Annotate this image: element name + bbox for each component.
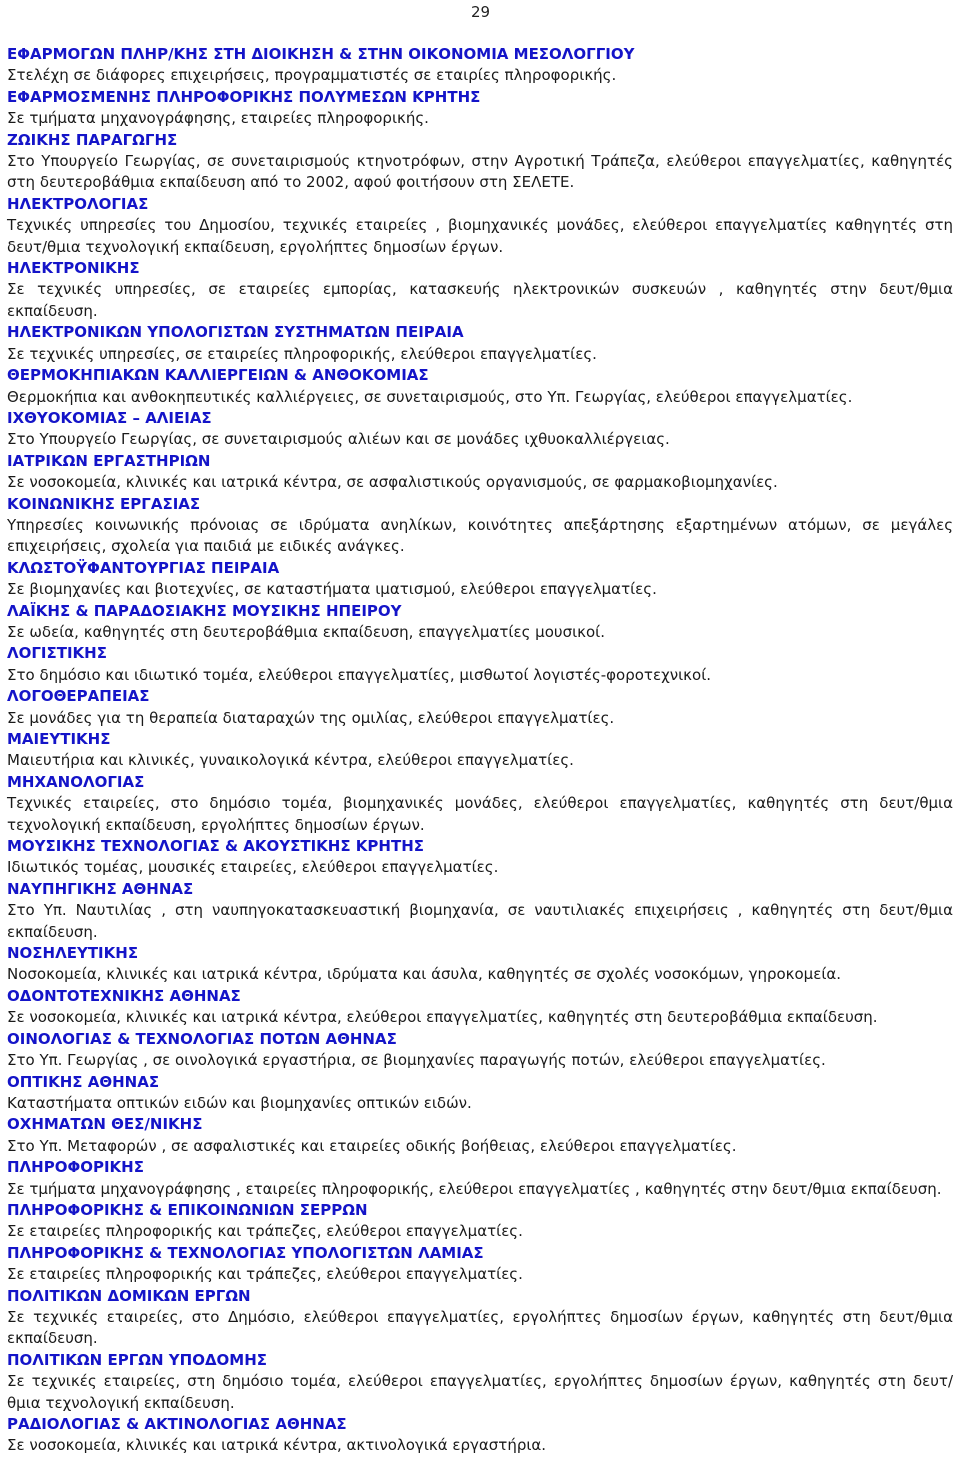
school-entry bbox=[7, 1072, 953, 1115]
school-entry bbox=[7, 643, 953, 686]
school-entry bbox=[7, 943, 953, 986]
school-entry bbox=[7, 1243, 953, 1286]
career-description: Στο Υπουργείο Γεωργίας, σε συνεταιρισμούς αλιέων και σε μονάδες ιχθυοκαλλιέργειας. bbox=[7, 430, 670, 449]
career-description: Σε τμήματα μηχανογράφησης, εταιρείες πληροφορικής. bbox=[7, 109, 429, 128]
career-description: Σε ωδεία, καθηγητές στη δευτεροβάθμια εκπαίδευση, επαγγελματίες μουσικοί. bbox=[7, 622, 606, 641]
school-entry bbox=[7, 1029, 953, 1072]
school-title: ΠΟΛΙΤΙΚΩΝ ΕΡΓΩΝ ΥΠΟΔΟΜΗΣ bbox=[7, 1350, 268, 1369]
school-title: ΘΕΡΜΟΚΗΠΙΑΚΩΝ ΚΑΛΛΙΕΡΓΕΙΩΝ & ΑΝΘΟΚΟΜΙΑΣ bbox=[7, 366, 429, 385]
career-description: Σε εταιρείες πληροφορικής και τράπεζες, ελεύθεροι επαγγελματίες. bbox=[7, 1222, 523, 1241]
school-title: ΜΟΥΣΙΚΗΣ ΤΕΧΝΟΛΟΓΙΑΣ & ΑΚΟΥΣΤΙΚΗΣ ΚΡΗΤΗΣ bbox=[7, 837, 424, 856]
school-title: ΕΦΑΡΜΟΓΩΝ ΠΛΗΡ/ΚΗΣ ΣΤΗ ΔΙΟΙΚΗΣΗ & ΣΤΗΝ ΟΙΚΟΝΟΜΙΑ ΜΕΣΟΛΟΓΓΙΟΥ bbox=[7, 45, 635, 63]
school-entry bbox=[7, 1157, 953, 1200]
school-title: ΝΟΣΗΛΕΥΤΙΚΗΣ bbox=[7, 944, 139, 963]
career-description: Σε εταιρείες πληροφορικής και τράπεζες, ελεύθεροι επαγγελματίες. bbox=[7, 1265, 523, 1284]
school-title: ΟΧΗΜΑΤΩΝ ΘΕΣ/ΝΙΚΗΣ bbox=[7, 1115, 203, 1134]
career-description: Θερμοκήπια και ανθοκηπευτικές καλλιέργειες, σε συνεταιρισμούς, στο Υπ. Γεωργίας, ελεύθεροι επαγγελματίες. bbox=[7, 387, 853, 406]
school-entry bbox=[7, 194, 953, 258]
career-description: Σε νοσοκομεία, κλινικές και ιατρικά κέντρα, ελεύθεροι επαγγελματίες, καθηγητές στη δευτεροβάθμια εκπαίδευση. bbox=[7, 1008, 878, 1027]
career-description: Στο δημόσιο και ιδιωτικό τομέα, ελεύθεροι επαγγελματίες, μισθωτοί λογιστές-φοροτεχνικοί. bbox=[7, 665, 712, 684]
career-description: Υπηρεσίες κοινωνικής πρόνοιας σε ιδρύματα ανηλίκων, κοινότητες απεξάρτησης εξαρτημένων ατόμων, σε μεγάλες επιχειρήσεις, σχολεία για παιδιά με ειδικές ανάγκες. bbox=[7, 515, 953, 556]
school-title: ΛΑΪΚΗΣ & ΠΑΡΑΔΟΣΙΑΚΗΣ ΜΟΥΣΙΚΗΣ ΗΠΕΙΡΟΥ bbox=[7, 601, 402, 620]
school-title: ΕΦΑΡΜΟΣΜΕΝΗΣ ΠΛΗΡΟΦΟΡΙΚΗΣ ΠΟΛΥΜΕΣΩΝ ΚΡΗΤΗΣ bbox=[7, 87, 481, 106]
career-description: Σε νοσοκομεία, κλινικές και ιατρικά κέντρα, σε ασφαλιστικούς οργανισμούς, σε φαρμακοβιομηχανίες. bbox=[7, 473, 778, 492]
school-entry bbox=[7, 986, 953, 1029]
school-entry bbox=[7, 558, 953, 601]
school-title: ΠΛΗΡΟΦΟΡΙΚΗΣ & ΤΕΧΝΟΛΟΓΙΑΣ ΥΠΟΛΟΓΙΣΤΩΝ ΛΑΜΙΑΣ bbox=[7, 1243, 484, 1262]
school-entry bbox=[7, 258, 953, 322]
career-description: Τεχνικές υπηρεσίες του Δημοσίου, τεχνικές εταιρείες , βιομηχανικές μονάδες, ελεύθεροι επαγγελματίες καθηγητές στη δευτ/θμια τεχνολογική εκπαίδευση, εργολήπτες δημοσίων έργων. bbox=[7, 216, 953, 256]
school-entry bbox=[7, 1114, 953, 1157]
career-description: Σε τεχνικές υπηρεσίες, σε εταιρείες εμπορίας, κατασκευής ηλεκτρονικών συσκευών , καθηγητές στην δευτ/θμια εκπαίδευση. bbox=[7, 280, 953, 320]
school-title: ΚΟΙΝΩΝΙΚΗΣ ΕΡΓΑΣΙΑΣ bbox=[7, 494, 201, 513]
school-entry bbox=[7, 44, 953, 87]
career-description: Νοσοκομεία, κλινικές και ιατρικά κέντρα, ιδρύματα και άσυλα, καθηγητές σε σχολές νοσοκόμων, γηροκομεία. bbox=[7, 965, 842, 984]
school-title: ΗΛΕΚΤΡΟΝΙΚΗΣ bbox=[7, 259, 140, 278]
school-title: ΛΟΓΟΘΕΡΑΠΕΙΑΣ bbox=[7, 687, 150, 706]
school-entry bbox=[7, 1414, 953, 1457]
career-description: Σε νοσοκομεία, κλινικές και ιατρικά κέντρα, ακτινολογικά εργαστήρια. bbox=[7, 1436, 547, 1455]
school-entry bbox=[7, 87, 953, 130]
career-description: Σε τεχνικές εταιρείες, στη δημόσιο τομέα, ελεύθεροι επαγγελματίες, εργολήπτες δημοσίων έργων, καθηγητές στη δευτ/θμια τεχνολογική εκπαίδευση. bbox=[7, 1372, 953, 1412]
school-entry bbox=[7, 451, 953, 494]
school-title: ΠΛΗΡΟΦΟΡΙΚΗΣ bbox=[7, 1158, 144, 1177]
career-description: Στο Υπουργείο Γεωργίας, σε συνεταιρισμούς κτηνοτρόφων, στην Αγροτική Τράπεζα, ελεύθεροι επαγγελματίες, καθηγητές στη δευτεροβάθμια εκπαίδευση από το 2002, αφού φοιτήσουν στη ΣΕΛΕΤΕ. bbox=[7, 152, 953, 192]
school-title: ΟΔΟΝΤΟΤΕΧΝΙΚΗΣ ΑΘΗΝΑΣ bbox=[7, 986, 241, 1005]
career-description: Καταστήματα οπτικών ειδών και βιομηχανίες οπτικών ειδών. bbox=[7, 1093, 472, 1112]
school-entry bbox=[7, 494, 953, 558]
page-number: 29 bbox=[471, 3, 491, 21]
career-description: Στελέχη σε διάφορες επιχειρήσεις, προγραμματιστές σε εταιρίες πληροφορικής. bbox=[7, 66, 617, 85]
school-title: ΠΟΛΙΤΙΚΩΝ ΔΟΜΙΚΩΝ ΕΡΓΩΝ bbox=[7, 1286, 251, 1305]
school-entry bbox=[7, 836, 953, 879]
school-title: ΟΠΤΙΚΗΣ ΑΘΗΝΑΣ bbox=[7, 1072, 160, 1091]
school-title: ΜΑΙΕΥΤΙΚΗΣ bbox=[7, 730, 111, 748]
career-description: Σε τμήματα μηχανογράφησης , εταιρείες πληροφορικής, ελεύθεροι επαγγελματίες , καθηγητές στην δευτ/θμια εκπαίδευση. bbox=[7, 1179, 942, 1198]
school-entry bbox=[7, 322, 953, 365]
school-entry bbox=[7, 1286, 953, 1350]
career-description: Σε βιομηχανίες και βιοτεχνίες, σε καταστήματα ιματισμού, ελεύθεροι επαγγελματίες. bbox=[7, 580, 657, 599]
career-description: Σε μονάδες για τη θεραπεία διαταραχών της ομιλίας, ελεύθεροι επαγγελματίες. bbox=[7, 708, 615, 727]
school-entry bbox=[7, 408, 953, 451]
school-entry bbox=[7, 130, 953, 194]
school-title: ΝΑΥΠΗΓΙΚΗΣ ΑΘΗΝΑΣ bbox=[7, 879, 194, 898]
school-title: ΛΟΓΙΣΤΙΚΗΣ bbox=[7, 644, 107, 663]
document-body bbox=[7, 44, 953, 1457]
school-entry bbox=[7, 1350, 953, 1414]
school-title: ΡΑΔΙΟΛΟΓΙΑΣ & ΑΚΤΙΝΟΛΟΓΙΑΣ ΑΘΗΝΑΣ bbox=[7, 1415, 347, 1433]
career-description: Στο Υπ. Μεταφορών , σε ασφαλιστικές και εταιρείες οδικής βοήθειας, ελεύθεροι επαγγελματίες. bbox=[7, 1136, 737, 1155]
career-description: Στο Υπ. Ναυτιλίας , στη ναυπηγοκατασκευαστική βιομηχανία, σε ναυτιλιακές επιχειρήσεις , καθηγητές στη δευτ/θμια εκπαίδευση. bbox=[7, 901, 953, 941]
school-title: ΗΛΕΚΤΡΟΛΟΓΙΑΣ bbox=[7, 194, 149, 213]
school-entry bbox=[7, 1200, 953, 1243]
career-description: Τεχνικές εταιρείες, στο δημόσιο τομέα, βιομηχανικές μονάδες, ελεύθεροι επαγγελματίες, καθηγητές στη δευτ/θμια τεχνολογική εκπαίδευση, εργολήπτες δημοσίων έργων. bbox=[7, 794, 953, 834]
career-description: Σε τεχνικές υπηρεσίες, σε εταιρείες πληροφορικής, ελεύθεροι επαγγελματίες. bbox=[7, 344, 597, 363]
school-title: ΗΛΕΚΤΡΟΝΙΚΩΝ ΥΠΟΛΟΓΙΣΤΩΝ ΣΥΣΤΗΜΑΤΩΝ ΠΕΙΡΑΙΑ bbox=[7, 323, 464, 342]
school-entry bbox=[7, 879, 953, 943]
career-description: Ιδιωτικός τομέας, μουσικές εταιρείες, ελεύθεροι επαγγελματίες. bbox=[7, 858, 499, 877]
school-title: ΖΩΙΚΗΣ ΠΑΡΑΓΩΓΗΣ bbox=[7, 130, 178, 149]
career-description: Σε τεχνικές εταιρείες, στο Δημόσιο, ελεύθεροι επαγγελματίες, εργολήπτες δημοσίων έργων, καθηγητές στη δευτ/θμια εκπαίδευση. bbox=[7, 1307, 953, 1348]
school-title: ΙΧΘΥΟΚΟΜΙΑΣ – ΑΛΙΕΙΑΣ bbox=[7, 408, 212, 427]
school-title: ΚΛΩΣΤΟΫΦΑΝΤΟΥΡΓΙΑΣ ΠΕΙΡΑΙΑ bbox=[7, 558, 280, 577]
school-title: ΜΗΧΑΝΟΛΟΓΙΑΣ bbox=[7, 772, 145, 791]
school-entry bbox=[7, 772, 953, 836]
school-entry bbox=[7, 365, 953, 408]
school-entry bbox=[7, 686, 953, 729]
career-description: Μαιευτήρια και κλινικές, γυναικολογικά κέντρα, ελεύθεροι επαγγελματίες. bbox=[7, 751, 574, 770]
school-title: ΠΛΗΡΟΦΟΡΙΚΗΣ & ΕΠΙΚΟΙΝΩΝΙΩΝ ΣΕΡΡΩΝ bbox=[7, 1200, 368, 1219]
career-description: Στο Υπ. Γεωργίας , σε οινολογικά εργαστήρια, σε βιομηχανίες παραγωγής ποτών, ελεύθεροι επαγγελματίες. bbox=[7, 1051, 826, 1070]
school-title: ΙΑΤΡΙΚΩΝ ΕΡΓΑΣΤΗΡΙΩΝ bbox=[7, 451, 211, 470]
school-entry bbox=[7, 729, 953, 772]
school-entry bbox=[7, 601, 953, 644]
school-title: ΟΙΝΟΛΟΓΙΑΣ & ΤΕΧΝΟΛΟΓΙΑΣ ΠΟΤΩΝ ΑΘΗΝΑΣ bbox=[7, 1029, 397, 1048]
